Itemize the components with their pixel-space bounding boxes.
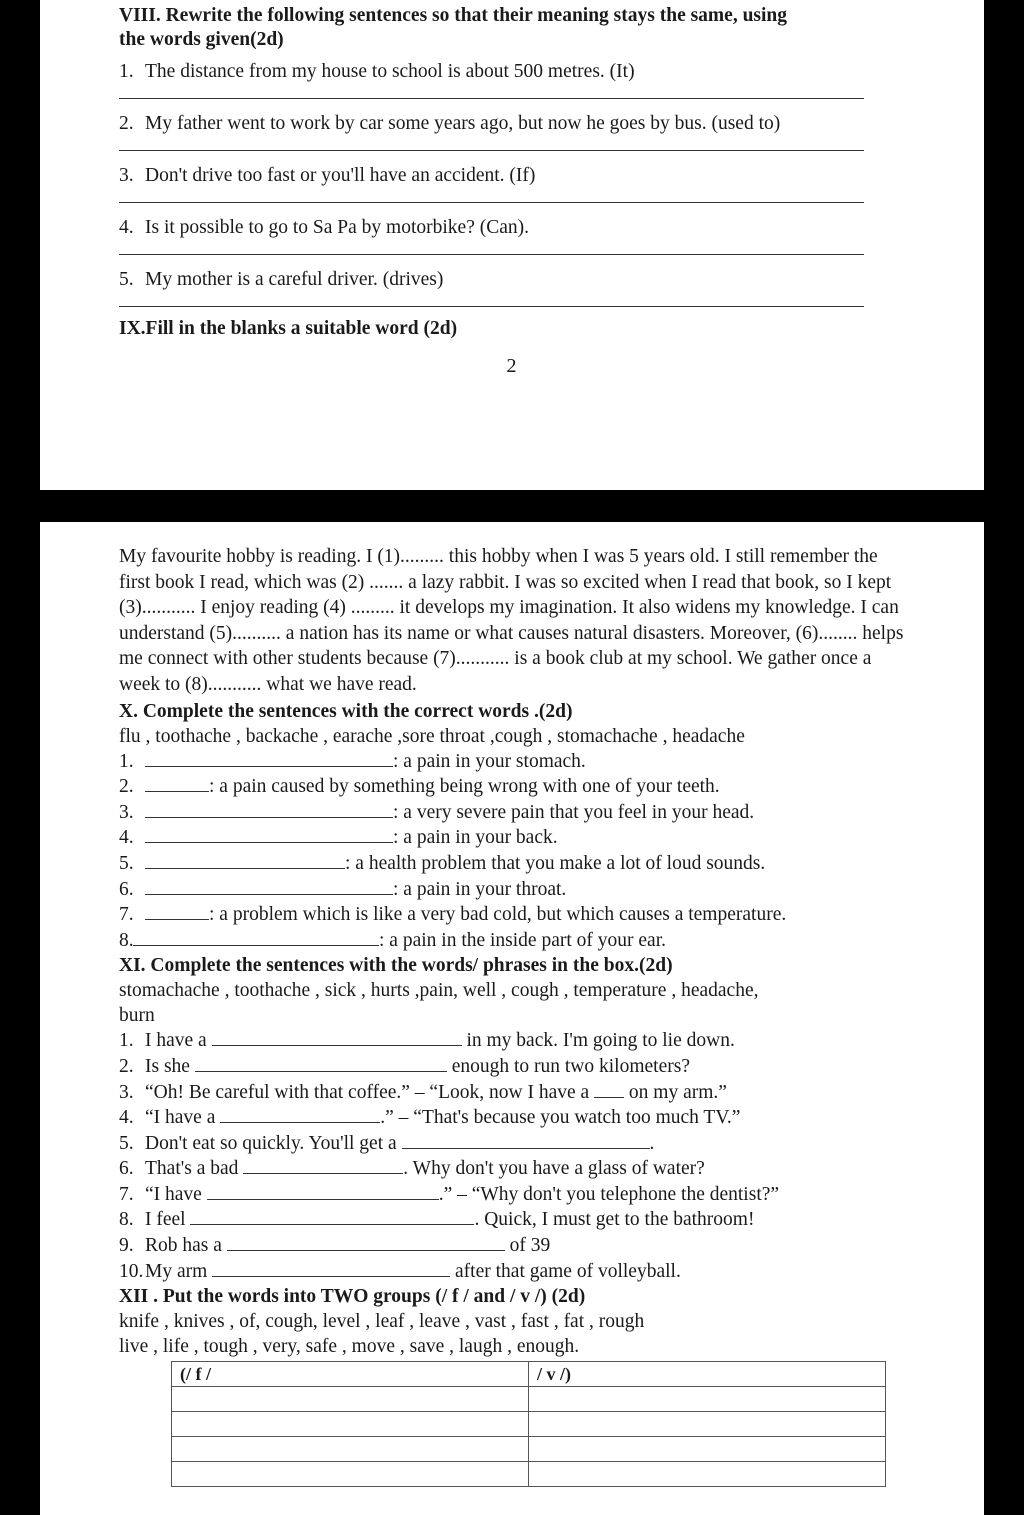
item-text: : a pain in the inside part of your ear. (379, 929, 666, 951)
item-number: 9. (119, 1235, 134, 1257)
answer-blank[interactable] (402, 1132, 650, 1149)
answer-line[interactable] (119, 254, 864, 255)
section8-item (119, 60, 984, 99)
item-text-after: enough to run two kilometers? (451, 1055, 690, 1077)
item-text-before: Is she (145, 1055, 190, 1077)
reading-passage: My favourite hobby is reading. I (1)......... this hobby when I was 5 years old. I still remember the first book I read, which was (2) ....... a lazy rabbit. I was so excited when I read that book, so I kept (3)........... I enjoy reading (4) ......... it develops my imagination. It also widens my knowledge. I can understand (5).......... a nation has its name or what causes natural disasters. Moreover, (6)........ helps me connect with other students because (7)........... is a book club at my school. We gather once a week to (8)........... what we have read. (119, 546, 904, 695)
item-text: : a pain in your back. (393, 827, 558, 849)
item-text-after: . Why don't you have a glass of water? (403, 1158, 705, 1180)
item-number: 3. (119, 1081, 134, 1103)
answer-blank[interactable] (145, 878, 393, 895)
answer-blank[interactable] (145, 801, 393, 818)
section11-item (119, 1233, 984, 1259)
item-text-before: “Oh! Be careful with that coffee.” – “Look, now I have a (145, 1081, 590, 1103)
item-number: 1. (119, 750, 134, 772)
item-number: 4. (119, 217, 134, 238)
answer-blank[interactable] (212, 1260, 450, 1277)
item-text-after: .” – “That's because you watch too much TV.” (380, 1107, 741, 1129)
section11-item (119, 1080, 984, 1106)
section8-title-line2: the words given(2d) (119, 29, 284, 50)
item-text-before: “I have (145, 1183, 202, 1205)
item-number: 1. (119, 61, 134, 82)
item-text-after: after that game of volleyball. (455, 1260, 681, 1282)
item-number: 7. (119, 904, 134, 926)
item-number: 6. (119, 1158, 134, 1180)
item-number: 7. (119, 1183, 134, 1205)
group-f-cell[interactable] (172, 1412, 529, 1437)
section8-item (119, 164, 984, 203)
section10-item (119, 825, 984, 851)
item-text: Don't drive too fast or you'll have an accident. (If) (145, 165, 536, 186)
item-number: 8. (119, 929, 134, 951)
item-text-after: in my back. I'm going to lie down. (466, 1030, 735, 1052)
section10-item (119, 749, 984, 775)
item-text-after: .” – “Why don't you telephone the dentist?” (438, 1183, 780, 1205)
section8-item (119, 216, 984, 255)
answer-blank[interactable] (227, 1234, 505, 1251)
section11-item (119, 1156, 984, 1182)
section12-word-list-line2: live , life , tough , very, safe , move , save , laugh , enough. (119, 1336, 580, 1358)
answer-blank[interactable] (145, 903, 209, 920)
answer-blank[interactable] (145, 826, 393, 843)
item-number: 1. (119, 1030, 134, 1052)
item-number: 8. (119, 1209, 134, 1231)
section10-item (119, 800, 984, 826)
answer-blank[interactable] (207, 1183, 439, 1200)
item-number: 6. (119, 878, 134, 900)
group-v-cell[interactable] (529, 1462, 886, 1487)
section11-item (119, 1182, 984, 1208)
section10-word-list: flu , toothache , backache , earache ,sore throat ,cough , stomachache , headache (119, 725, 745, 747)
answer-blank[interactable] (594, 1081, 624, 1098)
item-number: 3. (119, 165, 134, 186)
item-text-after: on my arm.” (628, 1081, 727, 1103)
section11-item (119, 1054, 984, 1080)
group-table (171, 1361, 886, 1487)
item-text-after: . Quick, I must get to the bathroom! (474, 1209, 755, 1231)
section8-item (119, 112, 984, 151)
item-text: Is it possible to go to Sa Pa by motorbike? (Can). (145, 217, 530, 238)
item-text-before: “I have a (145, 1107, 216, 1129)
answer-blank[interactable] (195, 1055, 447, 1072)
item-number: 5. (119, 852, 134, 874)
answer-line[interactable] (119, 98, 864, 99)
answer-blank[interactable] (190, 1208, 474, 1225)
item-text-before: That's a bad (145, 1158, 239, 1180)
item-text: : a problem which is like a very bad cold, but which causes a temperature. (209, 904, 787, 926)
item-number: 4. (119, 827, 134, 849)
section11-title: XI. Complete the sentences with the words/ phrases in the box.(2d) (119, 955, 673, 977)
item-number: 2. (119, 1055, 134, 1077)
item-text: My mother is a careful driver. (drives) (145, 269, 444, 290)
item-text-after: . (649, 1132, 655, 1154)
item-text: : a pain caused by something being wrong with one of your teeth. (209, 776, 720, 798)
item-number: 4. (119, 1107, 134, 1129)
answer-blank[interactable] (212, 1029, 462, 1046)
item-text: : a very severe pain that you feel in your head. (393, 801, 755, 823)
section10-item (119, 877, 984, 903)
answer-blank[interactable] (243, 1157, 403, 1174)
section9-title: IX.Fill in the blanks a suitable word (2d) (119, 318, 458, 339)
answer-line[interactable] (119, 150, 864, 151)
section11-word-list-line1: stomachache , toothache , sick , hurts ,pain, well , cough , temperature , headache, (119, 980, 759, 1002)
item-number: 2. (119, 113, 134, 134)
page-number: 2 (506, 355, 517, 377)
answer-blank[interactable] (220, 1106, 380, 1123)
section10-item (119, 928, 984, 954)
item-text-before: My arm (145, 1260, 208, 1282)
section11-word-list-line2: burn (119, 1005, 155, 1027)
group-v-cell[interactable] (529, 1437, 886, 1462)
group-f-header: (/ f / (172, 1362, 529, 1387)
answer-blank[interactable] (145, 750, 393, 767)
item-text-before: Don't eat so quickly. You'll get a (145, 1132, 397, 1154)
section11-item (119, 1207, 984, 1233)
group-v-cell[interactable] (529, 1412, 886, 1437)
item-text: : a health problem that you make a lot of loud sounds. (345, 852, 766, 874)
section8-item (119, 268, 984, 307)
item-text-before: I have a (145, 1030, 207, 1052)
answer-blank[interactable] (145, 852, 345, 869)
answer-line[interactable] (119, 306, 864, 307)
section11-item (119, 1131, 984, 1157)
group-f-cell[interactable] (172, 1437, 529, 1462)
item-text-before: Rob has a (145, 1235, 222, 1257)
section10-title: X. Complete the sentences with the correct words .(2d) (119, 700, 573, 722)
item-number: 3. (119, 801, 134, 823)
item-number: 5. (119, 1132, 134, 1154)
item-number: 5. (119, 269, 134, 290)
group-f-cell[interactable] (172, 1387, 529, 1412)
section12-word-list-line1: knife , knives , of, cough, level , leaf , leave , vast , fast , fat , rough (119, 1311, 645, 1333)
group-f-cell[interactable] (172, 1462, 529, 1487)
item-text: : a pain in your stomach. (393, 750, 586, 772)
item-number: 2. (119, 776, 134, 798)
section11-item (119, 1259, 984, 1285)
section8-title-line1: VIII. Rewrite the following sentences so that their meaning stays the same, using (119, 5, 788, 26)
section10-item (119, 902, 984, 928)
section12-title: XII . Put the words into TWO groups (/ f / and / v /) (2d) (119, 1286, 586, 1308)
worksheet-page-bottom (40, 522, 984, 1515)
section11-item (119, 1028, 984, 1054)
item-number: 10. (119, 1260, 144, 1282)
section10-item (119, 851, 984, 877)
item-text: The distance from my house to school is about 500 metres. (It) (145, 61, 635, 82)
item-text: : a pain in your throat. (393, 878, 567, 900)
group-v-header: / v /) (529, 1362, 886, 1387)
answer-blank[interactable] (133, 929, 379, 946)
section11-item (119, 1105, 984, 1131)
answer-line[interactable] (119, 202, 864, 203)
item-text-after: of 39 (509, 1235, 551, 1257)
item-text: My father went to work by car some years ago, but now he goes by bus. (used to) (145, 113, 781, 134)
answer-blank[interactable] (145, 775, 209, 792)
group-v-cell[interactable] (529, 1387, 886, 1412)
worksheet-page-top (40, 0, 984, 490)
item-text-before: I feel (145, 1209, 186, 1231)
section10-item (119, 774, 984, 800)
